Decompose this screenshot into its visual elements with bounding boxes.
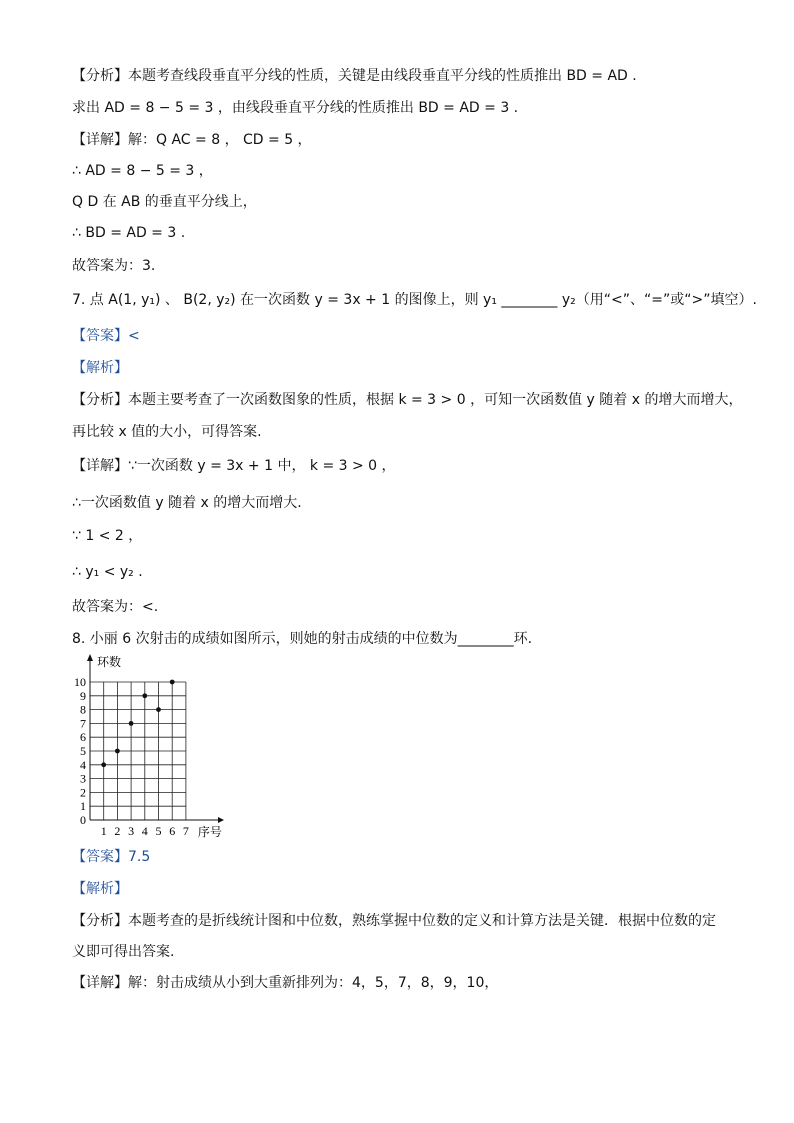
line-6: ∴ BD = AD = 3 .	[72, 225, 186, 241]
y-axis-label: 环数	[97, 655, 122, 669]
y-tick-label: 2	[80, 785, 86, 800]
line-12: 再比较 x 值的大小，可得答案.	[72, 424, 262, 440]
line-13: 【详解】∵一次函数 y = 3x + 1 中， k = 3 > 0 ，	[72, 458, 396, 474]
y-tick-label: 8	[80, 702, 86, 717]
analysis-heading-8: 【解析】	[72, 881, 128, 897]
question-7: 7. 点 A(1, y₁) 、 B(2, y₂) 在一次函数 y = 3x + 1 的图像上，则 y₁ ________ y₂（用“<”、“=”或“>”填空）.	[72, 292, 757, 308]
line-14: ∴一次函数值 y 随着 x 的增大而增大.	[72, 495, 302, 511]
answer-7: 【答案】<	[72, 328, 140, 344]
line-4: ∴ AD = 8 − 5 = 3 ，	[72, 163, 213, 179]
line-7: 故答案为：3.	[72, 258, 156, 274]
line-2: 求出 AD = 8 − 5 = 3 ，由线段垂直平分线的性质推出 BD = AD = 3 .	[72, 100, 519, 116]
data-point	[115, 749, 120, 754]
line-5: Q D 在 AB 的垂直平分线上，	[72, 194, 257, 210]
x-tick-label: 5	[155, 824, 162, 838]
data-point	[170, 680, 175, 685]
line-22: 义即可得出答案.	[72, 944, 175, 960]
line-21: 【分析】本题考查的是折线统计图和中位数，熟练掌握中位数的定义和计算方法是关键．根据中位数的定	[72, 913, 716, 929]
y-tick-label: 6	[80, 730, 86, 745]
line-1: 【分析】本题考查线段垂直平分线的性质，关键是由线段垂直平分线的性质推出 BD = AD .	[72, 68, 637, 84]
data-point	[129, 721, 134, 726]
scatter-chart	[72, 652, 242, 846]
y-tick-label: 0	[80, 813, 86, 827]
x-tick-label: 4	[141, 824, 148, 838]
x-tick-label: 3	[128, 824, 135, 838]
y-tick-label: 5	[80, 744, 86, 758]
x-axis-arrow	[218, 817, 224, 823]
x-tick-label: 7	[182, 824, 189, 838]
data-point	[142, 693, 147, 698]
data-point	[156, 707, 161, 712]
question-8: 8. 小丽 6 次射击的成绩如图所示，则她的射击成绩的中位数为________环.	[72, 631, 533, 647]
y-tick-label: 1	[80, 799, 86, 814]
y-tick-label: 4	[80, 757, 86, 772]
answer-8: 【答案】7.5	[72, 849, 151, 865]
x-tick-label: 6	[169, 824, 176, 838]
line-11: 【分析】本题主要考查了一次函数图象的性质，根据 k = 3 > 0 ，可知一次函数值 y 随着 x 的增大而增大，	[72, 392, 743, 408]
line-23: 【详解】解：射击成绩从小到大重新排列为：4，5，7，8，9，10，	[72, 975, 499, 991]
y-tick-label: 9	[80, 688, 86, 703]
y-tick-label: 7	[80, 716, 86, 731]
x-tick-label: 1	[100, 824, 107, 838]
y-tick-label: 3	[80, 771, 86, 786]
y-tick-label: 10	[74, 675, 86, 689]
x-axis-label: 序号	[197, 825, 222, 839]
x-tick-label: 2	[114, 824, 121, 838]
y-axis-arrow	[87, 654, 93, 661]
line-17: 故答案为：<.	[72, 599, 159, 615]
data-point	[101, 762, 106, 767]
analysis-heading-7: 【解析】	[72, 360, 128, 376]
line-16: ∴ y₁ < y₂ .	[72, 564, 143, 580]
line-15: ∵ 1 < 2 ，	[72, 528, 143, 544]
line-3: 【详解】解：Q AC = 8 ， CD = 5 ，	[72, 132, 312, 148]
